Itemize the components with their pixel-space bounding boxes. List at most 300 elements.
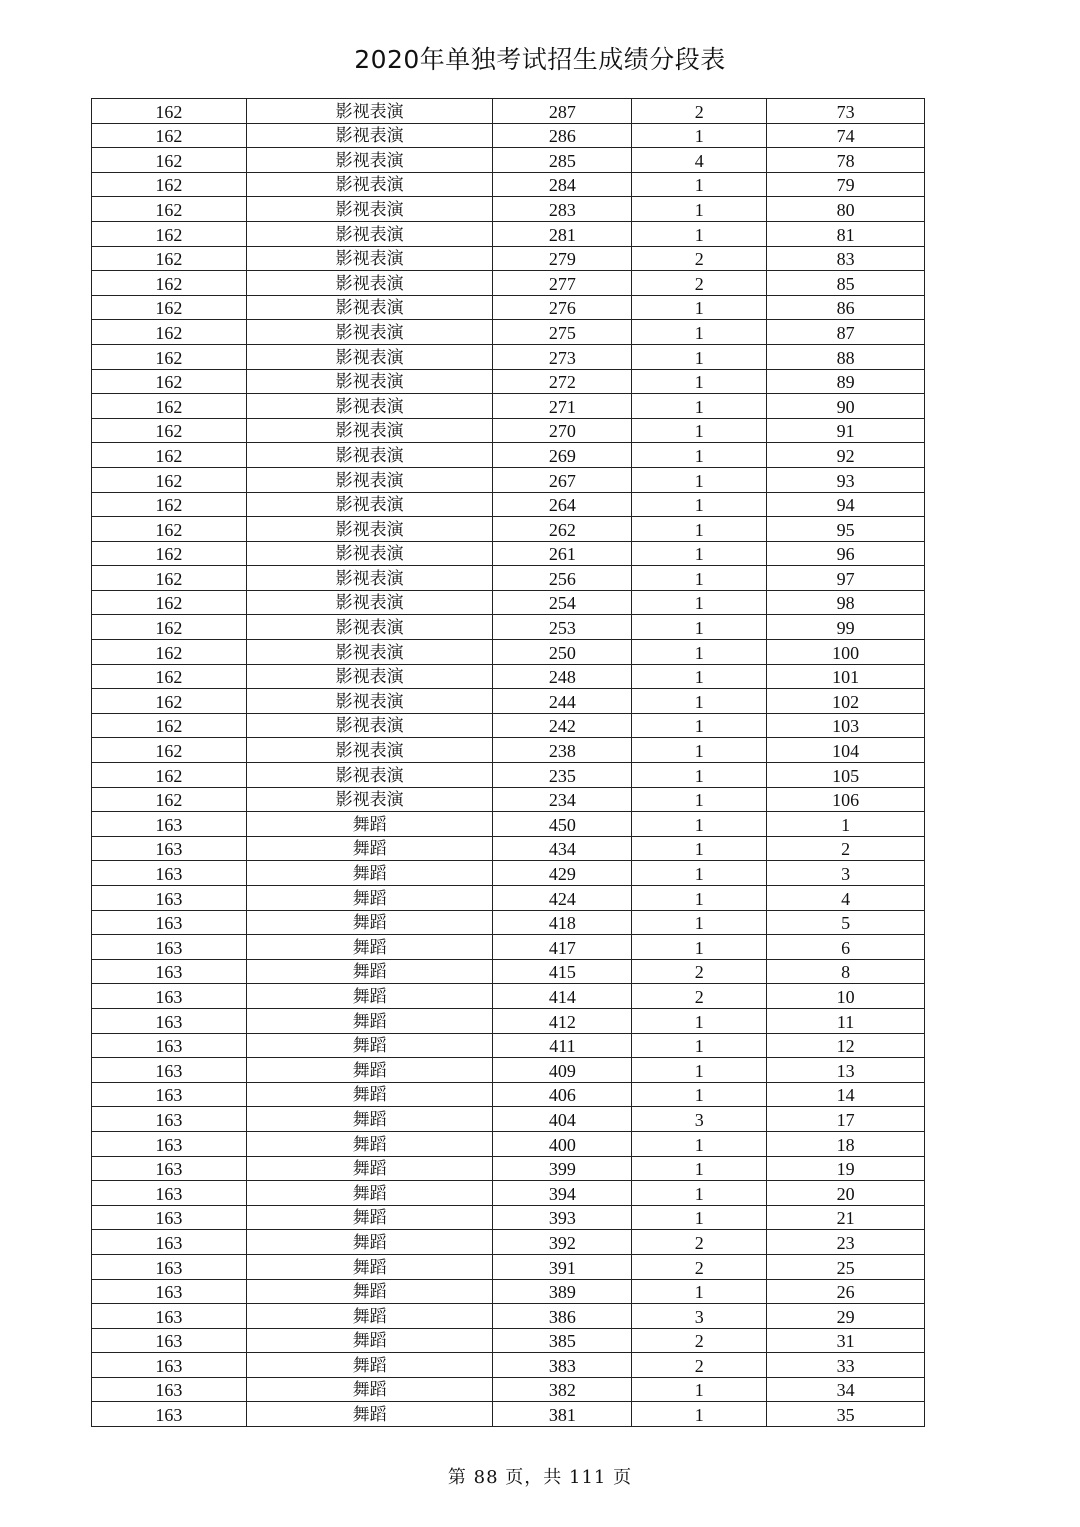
score-cell: 406 xyxy=(493,1082,632,1107)
cumulative-cell: 93 xyxy=(767,467,925,492)
major-cell: 影视表演 xyxy=(246,763,493,788)
major-cell: 影视表演 xyxy=(246,738,493,763)
major-cell: 影视表演 xyxy=(246,418,493,443)
count-cell: 1 xyxy=(632,1279,767,1304)
major-cell: 舞蹈 xyxy=(246,861,493,886)
table-row xyxy=(92,1156,925,1181)
count-cell: 1 xyxy=(632,1131,767,1156)
count-cell: 1 xyxy=(632,910,767,935)
code-cell: 163 xyxy=(92,910,247,935)
table-row xyxy=(92,1230,925,1255)
code-cell: 163 xyxy=(92,812,247,837)
cumulative-cell: 87 xyxy=(767,320,925,345)
cumulative-cell: 26 xyxy=(767,1279,925,1304)
table-row xyxy=(92,123,925,148)
code-cell: 163 xyxy=(92,935,247,960)
cumulative-cell: 80 xyxy=(767,197,925,222)
major-cell: 舞蹈 xyxy=(246,1328,493,1353)
count-cell: 1 xyxy=(632,812,767,837)
count-cell: 3 xyxy=(632,1107,767,1132)
score-cell: 286 xyxy=(493,123,632,148)
score-cell: 234 xyxy=(493,787,632,812)
table-row xyxy=(92,1181,925,1206)
major-cell: 影视表演 xyxy=(246,467,493,492)
count-cell: 2 xyxy=(632,1353,767,1378)
cumulative-cell: 35 xyxy=(767,1402,925,1427)
count-cell: 1 xyxy=(632,418,767,443)
cumulative-cell: 95 xyxy=(767,517,925,542)
cumulative-cell: 83 xyxy=(767,246,925,271)
major-cell: 影视表演 xyxy=(246,664,493,689)
score-cell: 244 xyxy=(493,689,632,714)
cumulative-cell: 96 xyxy=(767,541,925,566)
count-cell: 1 xyxy=(632,517,767,542)
count-cell: 1 xyxy=(632,1058,767,1083)
page-footer: 第 88 页，共 111 页 xyxy=(447,1467,633,1488)
count-cell: 2 xyxy=(632,99,767,124)
code-cell: 163 xyxy=(92,1131,247,1156)
score-cell: 270 xyxy=(493,418,632,443)
code-cell: 162 xyxy=(92,271,247,296)
major-cell: 舞蹈 xyxy=(246,935,493,960)
table-row xyxy=(92,787,925,812)
cumulative-cell: 17 xyxy=(767,1107,925,1132)
score-cell: 399 xyxy=(493,1156,632,1181)
cumulative-cell: 85 xyxy=(767,271,925,296)
count-cell: 1 xyxy=(632,443,767,468)
code-cell: 162 xyxy=(92,492,247,517)
score-cell: 261 xyxy=(493,541,632,566)
score-cell: 271 xyxy=(493,394,632,419)
cumulative-cell: 5 xyxy=(767,910,925,935)
score-cell: 256 xyxy=(493,566,632,591)
code-cell: 162 xyxy=(92,615,247,640)
score-cell: 285 xyxy=(493,148,632,173)
table-row xyxy=(92,1033,925,1058)
major-cell: 舞蹈 xyxy=(246,1058,493,1083)
count-cell: 1 xyxy=(632,787,767,812)
cumulative-cell: 1 xyxy=(767,812,925,837)
code-cell: 162 xyxy=(92,246,247,271)
code-cell: 163 xyxy=(92,1328,247,1353)
table-row xyxy=(92,615,925,640)
major-cell: 影视表演 xyxy=(246,271,493,296)
score-cell: 235 xyxy=(493,763,632,788)
table-row xyxy=(92,738,925,763)
score-table xyxy=(91,98,925,1427)
count-cell: 1 xyxy=(632,861,767,886)
table-row xyxy=(92,1205,925,1230)
major-cell: 舞蹈 xyxy=(246,1082,493,1107)
code-cell: 162 xyxy=(92,394,247,419)
code-cell: 162 xyxy=(92,541,247,566)
score-cell: 412 xyxy=(493,1008,632,1033)
count-cell: 1 xyxy=(632,640,767,665)
table-row xyxy=(92,1131,925,1156)
major-cell: 影视表演 xyxy=(246,713,493,738)
cumulative-cell: 89 xyxy=(767,369,925,394)
count-cell: 2 xyxy=(632,984,767,1009)
score-cell: 383 xyxy=(493,1353,632,1378)
count-cell: 1 xyxy=(632,935,767,960)
major-cell: 影视表演 xyxy=(246,615,493,640)
major-cell: 影视表演 xyxy=(246,443,493,468)
major-cell: 舞蹈 xyxy=(246,1377,493,1402)
major-cell: 舞蹈 xyxy=(246,1254,493,1279)
major-cell: 舞蹈 xyxy=(246,1353,493,1378)
score-cell: 276 xyxy=(493,295,632,320)
code-cell: 162 xyxy=(92,566,247,591)
major-cell: 影视表演 xyxy=(246,148,493,173)
table-row xyxy=(92,517,925,542)
count-cell: 1 xyxy=(632,1402,767,1427)
major-cell: 舞蹈 xyxy=(246,1279,493,1304)
count-cell: 1 xyxy=(632,197,767,222)
table-row xyxy=(92,271,925,296)
score-cell: 254 xyxy=(493,590,632,615)
score-cell: 272 xyxy=(493,369,632,394)
count-cell: 1 xyxy=(632,1205,767,1230)
score-cell: 253 xyxy=(493,615,632,640)
cumulative-cell: 81 xyxy=(767,221,925,246)
table-row xyxy=(92,1304,925,1329)
count-cell: 2 xyxy=(632,1254,767,1279)
table-row xyxy=(92,1353,925,1378)
cumulative-cell: 2 xyxy=(767,836,925,861)
cumulative-cell: 29 xyxy=(767,1304,925,1329)
score-cell: 250 xyxy=(493,640,632,665)
major-cell: 舞蹈 xyxy=(246,1402,493,1427)
major-cell: 影视表演 xyxy=(246,221,493,246)
cumulative-cell: 31 xyxy=(767,1328,925,1353)
score-cell: 277 xyxy=(493,271,632,296)
score-cell: 418 xyxy=(493,910,632,935)
major-cell: 影视表演 xyxy=(246,566,493,591)
code-cell: 163 xyxy=(92,1205,247,1230)
table-row xyxy=(92,1279,925,1304)
score-cell: 400 xyxy=(493,1131,632,1156)
count-cell: 1 xyxy=(632,320,767,345)
table-row xyxy=(92,221,925,246)
cumulative-cell: 100 xyxy=(767,640,925,665)
score-cell: 414 xyxy=(493,984,632,1009)
major-cell: 影视表演 xyxy=(246,590,493,615)
count-cell: 1 xyxy=(632,467,767,492)
major-cell: 舞蹈 xyxy=(246,1131,493,1156)
score-cell: 394 xyxy=(493,1181,632,1206)
major-cell: 舞蹈 xyxy=(246,1033,493,1058)
code-cell: 162 xyxy=(92,787,247,812)
code-cell: 162 xyxy=(92,295,247,320)
code-cell: 163 xyxy=(92,836,247,861)
count-cell: 1 xyxy=(632,492,767,517)
cumulative-cell: 34 xyxy=(767,1377,925,1402)
major-cell: 影视表演 xyxy=(246,99,493,124)
table-row xyxy=(92,369,925,394)
table-row xyxy=(92,1058,925,1083)
table-row xyxy=(92,861,925,886)
major-cell: 舞蹈 xyxy=(246,1156,493,1181)
count-cell: 1 xyxy=(632,1082,767,1107)
cumulative-cell: 14 xyxy=(767,1082,925,1107)
cumulative-cell: 106 xyxy=(767,787,925,812)
cumulative-cell: 23 xyxy=(767,1230,925,1255)
table-row xyxy=(92,959,925,984)
major-cell: 影视表演 xyxy=(246,197,493,222)
table-row xyxy=(92,492,925,517)
major-cell: 影视表演 xyxy=(246,492,493,517)
count-cell: 1 xyxy=(632,738,767,763)
code-cell: 162 xyxy=(92,738,247,763)
count-cell: 1 xyxy=(632,394,767,419)
major-cell: 舞蹈 xyxy=(246,1205,493,1230)
major-cell: 影视表演 xyxy=(246,394,493,419)
count-cell: 1 xyxy=(632,541,767,566)
major-cell: 影视表演 xyxy=(246,246,493,271)
cumulative-cell: 19 xyxy=(767,1156,925,1181)
code-cell: 162 xyxy=(92,640,247,665)
major-cell: 舞蹈 xyxy=(246,984,493,1009)
major-cell: 舞蹈 xyxy=(246,1008,493,1033)
score-cell: 404 xyxy=(493,1107,632,1132)
code-cell: 163 xyxy=(92,1033,247,1058)
cumulative-cell: 79 xyxy=(767,172,925,197)
cumulative-cell: 10 xyxy=(767,984,925,1009)
code-cell: 162 xyxy=(92,197,247,222)
score-cell: 279 xyxy=(493,246,632,271)
count-cell: 1 xyxy=(632,836,767,861)
table-row xyxy=(92,1328,925,1353)
count-cell: 1 xyxy=(632,1008,767,1033)
page-title: 2020年单独考试招生成绩分段表 xyxy=(354,45,726,74)
major-cell: 舞蹈 xyxy=(246,1107,493,1132)
table-row xyxy=(92,418,925,443)
score-cell: 281 xyxy=(493,221,632,246)
code-cell: 163 xyxy=(92,959,247,984)
score-cell: 273 xyxy=(493,344,632,369)
score-cell: 238 xyxy=(493,738,632,763)
code-cell: 163 xyxy=(92,1008,247,1033)
cumulative-cell: 94 xyxy=(767,492,925,517)
cumulative-cell: 74 xyxy=(767,123,925,148)
score-table-body xyxy=(92,99,925,1427)
cumulative-cell: 103 xyxy=(767,713,925,738)
table-row xyxy=(92,1082,925,1107)
code-cell: 162 xyxy=(92,344,247,369)
table-row xyxy=(92,713,925,738)
table-row xyxy=(92,443,925,468)
table-row xyxy=(92,664,925,689)
count-cell: 2 xyxy=(632,271,767,296)
code-cell: 163 xyxy=(92,861,247,886)
code-cell: 163 xyxy=(92,1377,247,1402)
table-row xyxy=(92,246,925,271)
cumulative-cell: 91 xyxy=(767,418,925,443)
code-cell: 162 xyxy=(92,664,247,689)
score-cell: 411 xyxy=(493,1033,632,1058)
major-cell: 影视表演 xyxy=(246,172,493,197)
score-cell: 386 xyxy=(493,1304,632,1329)
code-cell: 162 xyxy=(92,763,247,788)
cumulative-cell: 11 xyxy=(767,1008,925,1033)
cumulative-cell: 12 xyxy=(767,1033,925,1058)
score-cell: 450 xyxy=(493,812,632,837)
code-cell: 162 xyxy=(92,123,247,148)
table-row xyxy=(92,99,925,124)
code-cell: 163 xyxy=(92,1304,247,1329)
major-cell: 影视表演 xyxy=(246,344,493,369)
count-cell: 1 xyxy=(632,123,767,148)
count-cell: 1 xyxy=(632,590,767,615)
cumulative-cell: 90 xyxy=(767,394,925,419)
major-cell: 影视表演 xyxy=(246,787,493,812)
table-row xyxy=(92,1377,925,1402)
score-cell: 248 xyxy=(493,664,632,689)
count-cell: 2 xyxy=(632,1328,767,1353)
cumulative-cell: 33 xyxy=(767,1353,925,1378)
table-row xyxy=(92,344,925,369)
major-cell: 影视表演 xyxy=(246,295,493,320)
table-row xyxy=(92,320,925,345)
count-cell: 1 xyxy=(632,369,767,394)
cumulative-cell: 98 xyxy=(767,590,925,615)
major-cell: 影视表演 xyxy=(246,689,493,714)
count-cell: 1 xyxy=(632,689,767,714)
cumulative-cell: 102 xyxy=(767,689,925,714)
major-cell: 影视表演 xyxy=(246,320,493,345)
cumulative-cell: 25 xyxy=(767,1254,925,1279)
score-cell: 264 xyxy=(493,492,632,517)
count-cell: 1 xyxy=(632,1156,767,1181)
cumulative-cell: 104 xyxy=(767,738,925,763)
code-cell: 163 xyxy=(92,1107,247,1132)
table-row xyxy=(92,467,925,492)
cumulative-cell: 99 xyxy=(767,615,925,640)
table-row xyxy=(92,541,925,566)
score-cell: 287 xyxy=(493,99,632,124)
major-cell: 影视表演 xyxy=(246,369,493,394)
cumulative-cell: 20 xyxy=(767,1181,925,1206)
score-cell: 417 xyxy=(493,935,632,960)
table-row xyxy=(92,197,925,222)
table-row xyxy=(92,590,925,615)
table-row xyxy=(92,763,925,788)
count-cell: 1 xyxy=(632,886,767,911)
table-row xyxy=(92,148,925,173)
count-cell: 2 xyxy=(632,246,767,271)
major-cell: 影视表演 xyxy=(246,517,493,542)
major-cell: 舞蹈 xyxy=(246,1304,493,1329)
score-cell: 393 xyxy=(493,1205,632,1230)
table-row xyxy=(92,935,925,960)
score-cell: 391 xyxy=(493,1254,632,1279)
code-cell: 162 xyxy=(92,443,247,468)
code-cell: 163 xyxy=(92,1230,247,1255)
count-cell: 1 xyxy=(632,615,767,640)
cumulative-cell: 4 xyxy=(767,886,925,911)
count-cell: 1 xyxy=(632,713,767,738)
major-cell: 舞蹈 xyxy=(246,1230,493,1255)
cumulative-cell: 21 xyxy=(767,1205,925,1230)
cumulative-cell: 3 xyxy=(767,861,925,886)
code-cell: 162 xyxy=(92,689,247,714)
score-cell: 389 xyxy=(493,1279,632,1304)
count-cell: 1 xyxy=(632,566,767,591)
score-cell: 409 xyxy=(493,1058,632,1083)
major-cell: 舞蹈 xyxy=(246,812,493,837)
major-cell: 影视表演 xyxy=(246,123,493,148)
code-cell: 163 xyxy=(92,984,247,1009)
table-row xyxy=(92,836,925,861)
major-cell: 舞蹈 xyxy=(246,1181,493,1206)
score-cell: 385 xyxy=(493,1328,632,1353)
code-cell: 163 xyxy=(92,1279,247,1304)
table-row xyxy=(92,689,925,714)
count-cell: 4 xyxy=(632,148,767,173)
major-cell: 影视表演 xyxy=(246,640,493,665)
cumulative-cell: 13 xyxy=(767,1058,925,1083)
score-cell: 283 xyxy=(493,197,632,222)
count-cell: 1 xyxy=(632,664,767,689)
score-cell: 284 xyxy=(493,172,632,197)
cumulative-cell: 92 xyxy=(767,443,925,468)
code-cell: 162 xyxy=(92,369,247,394)
table-row xyxy=(92,172,925,197)
code-cell: 162 xyxy=(92,99,247,124)
table-row xyxy=(92,1008,925,1033)
code-cell: 162 xyxy=(92,418,247,443)
count-cell: 1 xyxy=(632,172,767,197)
score-cell: 267 xyxy=(493,467,632,492)
score-cell: 382 xyxy=(493,1377,632,1402)
code-cell: 163 xyxy=(92,1058,247,1083)
score-cell: 434 xyxy=(493,836,632,861)
score-cell: 262 xyxy=(493,517,632,542)
code-cell: 162 xyxy=(92,221,247,246)
score-cell: 381 xyxy=(493,1402,632,1427)
code-cell: 162 xyxy=(92,590,247,615)
count-cell: 1 xyxy=(632,763,767,788)
count-cell: 1 xyxy=(632,221,767,246)
code-cell: 162 xyxy=(92,713,247,738)
code-cell: 163 xyxy=(92,1353,247,1378)
table-row xyxy=(92,1402,925,1427)
count-cell: 1 xyxy=(632,1377,767,1402)
code-cell: 163 xyxy=(92,1254,247,1279)
code-cell: 163 xyxy=(92,1181,247,1206)
cumulative-cell: 88 xyxy=(767,344,925,369)
code-cell: 162 xyxy=(92,467,247,492)
score-cell: 424 xyxy=(493,886,632,911)
code-cell: 162 xyxy=(92,320,247,345)
table-row xyxy=(92,910,925,935)
table-row xyxy=(92,394,925,419)
table-row xyxy=(92,812,925,837)
cumulative-cell: 18 xyxy=(767,1131,925,1156)
code-cell: 162 xyxy=(92,148,247,173)
cumulative-cell: 8 xyxy=(767,959,925,984)
table-row xyxy=(92,640,925,665)
count-cell: 1 xyxy=(632,295,767,320)
major-cell: 舞蹈 xyxy=(246,959,493,984)
count-cell: 2 xyxy=(632,959,767,984)
cumulative-cell: 6 xyxy=(767,935,925,960)
count-cell: 3 xyxy=(632,1304,767,1329)
cumulative-cell: 73 xyxy=(767,99,925,124)
score-cell: 275 xyxy=(493,320,632,345)
code-cell: 162 xyxy=(92,172,247,197)
code-cell: 163 xyxy=(92,1082,247,1107)
